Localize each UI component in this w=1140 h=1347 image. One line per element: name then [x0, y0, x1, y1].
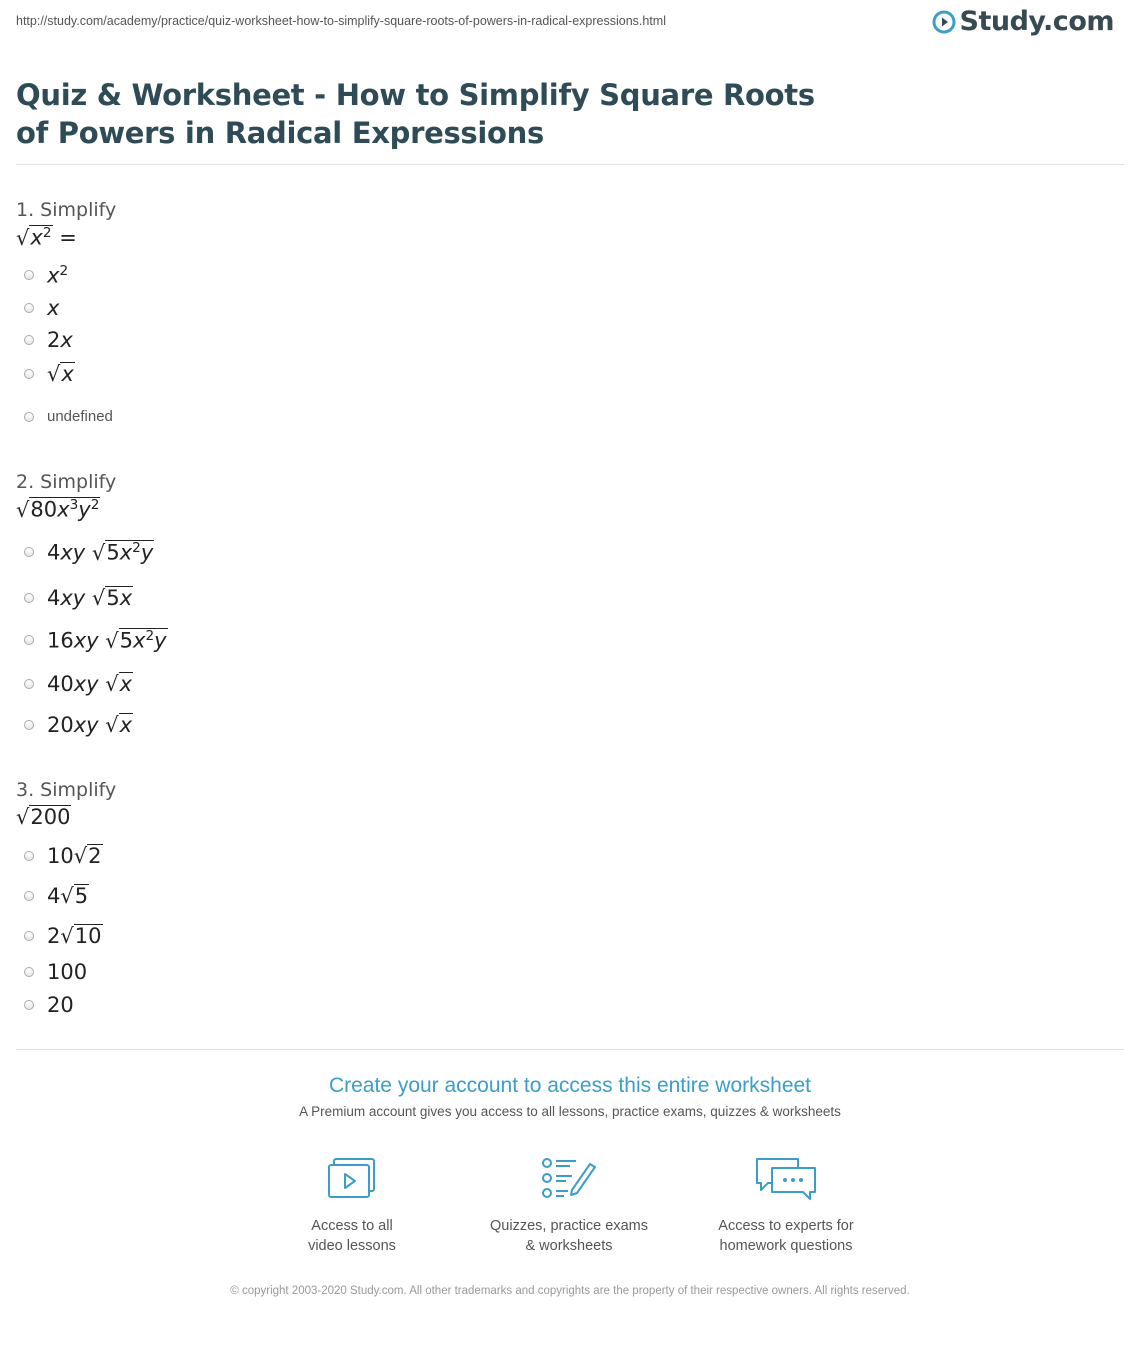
promo-subtitle: A Premium account gives you access to all lessons, practice exams, quizzes & worksheets: [299, 1104, 841, 1119]
content-divider: [16, 1049, 1124, 1050]
option-label: 20: [47, 993, 74, 1017]
radio-button[interactable]: [24, 303, 34, 313]
answer-option[interactable]: [24, 713, 133, 737]
feature-experts: [686, 1156, 886, 1256]
feature-label-line1: Quizzes, practice exams: [490, 1218, 648, 1234]
answer-option[interactable]: [24, 628, 168, 653]
chat-experts-icon: [754, 1156, 818, 1202]
page-url: http://study.com/academy/practice/quiz-worksheet-how-to-simplify-square-roots-of-powers-in-radical-expressions.html: [16, 14, 666, 28]
radio-button[interactable]: [24, 369, 34, 379]
radio-button[interactable]: [24, 720, 34, 730]
create-account-link[interactable]: Create your account to access this entire worksheet: [328, 1074, 812, 1097]
answer-option[interactable]: [24, 586, 133, 610]
answer-option[interactable]: [24, 884, 89, 908]
answer-option[interactable]: [24, 672, 133, 696]
feature-label-line2: homework questions: [719, 1238, 853, 1254]
answer-option[interactable]: [24, 328, 73, 352]
radio-button[interactable]: [24, 679, 34, 689]
option-label: x: [47, 296, 60, 320]
question-expression: √200: [16, 805, 71, 829]
option-label: 4√5: [47, 884, 89, 908]
radio-button[interactable]: [24, 851, 34, 861]
answer-option[interactable]: [24, 924, 103, 948]
copyright-notice: © copyright 2003-2020 Study.com. All other trademarks and copyrights are the property of their respective owners. All rights reserved.: [230, 1285, 910, 1297]
radio-button[interactable]: [24, 891, 34, 901]
radio-button[interactable]: [24, 931, 34, 941]
option-label: undefined: [47, 408, 113, 425]
radio-button[interactable]: [24, 547, 34, 557]
option-label: √x: [47, 362, 74, 386]
radio-button[interactable]: [24, 412, 34, 422]
video-lessons-icon: [326, 1156, 378, 1202]
option-label: 10√2: [47, 844, 102, 868]
option-label: 4xy √5x: [47, 586, 133, 610]
question-expression: $√x^2$ =: [16, 225, 77, 250]
answer-option[interactable]: [24, 993, 74, 1017]
feature-label-line2: video lessons: [308, 1238, 396, 1254]
radio-button[interactable]: [24, 635, 34, 645]
answer-option[interactable]: [24, 408, 113, 425]
feature-label-line1: Access to all: [311, 1218, 393, 1234]
feature-video-lessons: [252, 1156, 452, 1256]
question-expression: $√80x^3y^2$: [16, 497, 100, 522]
quiz-checklist-icon: [540, 1156, 598, 1202]
radio-button[interactable]: [24, 967, 34, 977]
option-label: 20xy √x: [47, 713, 133, 737]
feature-label-line1: Access to experts for: [718, 1218, 854, 1234]
option-label: 2√10: [47, 924, 102, 948]
answer-option[interactable]: [24, 362, 75, 386]
radio-button[interactable]: [24, 593, 34, 603]
question-label: 1. Simplify: [16, 199, 117, 221]
option-label: 4xy $√5x^2y$: [47, 540, 154, 565]
feature-label-line2: & worksheets: [525, 1238, 613, 1254]
answer-option[interactable]: [24, 960, 87, 984]
option-label: 40xy √x: [47, 672, 133, 696]
radio-button[interactable]: [24, 335, 34, 345]
feature-quizzes: [469, 1156, 669, 1256]
answer-option[interactable]: [24, 296, 59, 320]
option-label: 100: [47, 960, 88, 984]
logo-text: Study.com: [959, 6, 1114, 37]
answer-option[interactable]: [24, 844, 103, 868]
play-logo-icon: [932, 10, 956, 34]
question-label: 2. Simplify: [16, 471, 117, 493]
title-divider: [16, 164, 1124, 165]
answer-option[interactable]: [24, 263, 68, 288]
page-title: Quiz & Worksheet - How to Simplify Square Roots of Powers in Radical Expressions: [16, 78, 815, 150]
radio-button[interactable]: [24, 1000, 34, 1010]
option-label: 16xy $√5x^2y$: [47, 628, 167, 653]
option-label: $x^2$: [47, 263, 69, 288]
study-logo[interactable]: [932, 6, 1114, 37]
question-label: 3. Simplify: [16, 779, 117, 801]
radio-button[interactable]: [24, 270, 34, 280]
answer-option[interactable]: [24, 540, 154, 565]
option-label: 2x: [47, 328, 73, 352]
